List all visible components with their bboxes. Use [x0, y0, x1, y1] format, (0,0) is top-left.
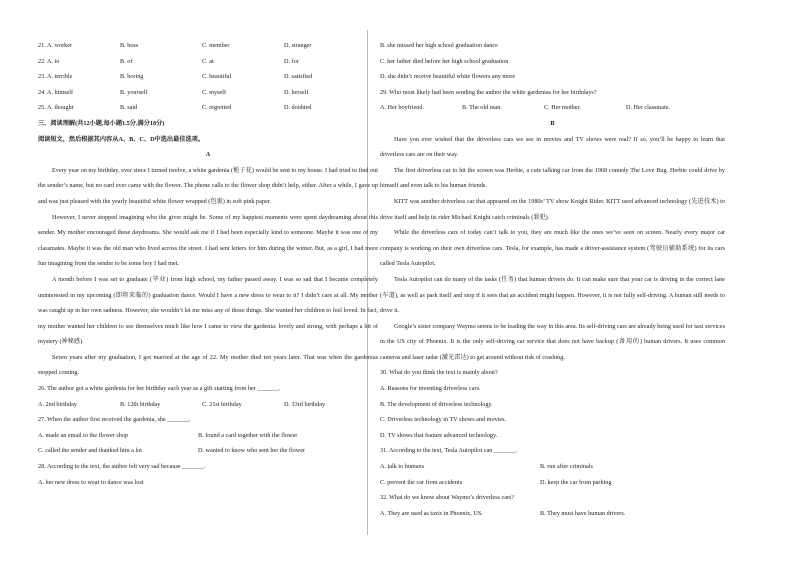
option: D. TV shows that feature advanced technology. [380, 431, 498, 439]
option: D. stranger [284, 42, 312, 49]
option: C. member [202, 42, 230, 49]
option: C. at [202, 57, 214, 65]
option: C. called the sender and thanked him a lot [38, 447, 142, 455]
option: A. Her boyfriend. [380, 104, 424, 112]
section-heading: 三、阅读理解(共12小题,每小题1.5分,满分18分) [38, 119, 165, 127]
paragraph: While the driverless cars of today can’t talk to you, they are much like the ones we’ve seen on screen. Nearly every major car company is working on their own driverless cars. Tesla, for example, has made a driver-assistance system (驾驶员辅助系统) for its cars called Tesla Autopilot. [380, 229, 725, 268]
option: D. herself [284, 88, 309, 96]
paragraph: Google’s sister company Waymo seems to be leading the way in this area. Its self-driving cars are already being used for taxi services in the US city of Phoenix. It is the only self-driving car service that does not have backup (备用的) human drivers. It uses common cameras and laser radar (激光雷达) to get around without risk of crashing. [380, 322, 725, 361]
option: B. said [120, 104, 138, 112]
question-27-options-row1 [38, 428, 378, 444]
right-column [380, 38, 725, 521]
option-row-25 [38, 100, 378, 116]
question-30: 30. What do you think the text is mainly about? [380, 369, 498, 377]
option: 23. A. terrible [38, 73, 73, 81]
option: C. prevent the car from accidents [380, 478, 463, 486]
option: A. Reasons for inventing driverless cars. [380, 385, 481, 393]
option: A. made an email to the flower shop [38, 431, 129, 439]
option: B. boring [120, 73, 144, 81]
section-instruction: 阅读短文，然后根据其内容从A、B、C、D中选出最佳选项。 [38, 135, 205, 143]
paragraph: Tesla Autopilot can do many of the tasks (任务) that human drivers do. It can make sure that your car is driving in the correct lane (车道), as well as park itself and stop if it sees that an accident might happen. However, it is not fully self-driving. A human still needs to drive it. [380, 275, 725, 315]
paragraph: Have you ever wished that the driverless cars we see in movies and TV shows were real? If so, you’ll be happy to learn that driverless cars are on their way. [380, 135, 725, 159]
option: D. doubted [284, 104, 312, 112]
option-row-23 [38, 69, 378, 85]
option-row-24 [38, 85, 378, 101]
option: B. They must have human drivers. [540, 509, 626, 517]
question-28-option-b: B. she missed her high school graduation dance [380, 42, 498, 49]
paragraph: KITT was another driverless car that appeared on the 1980s’ TV show Knight Rider. KITT used advanced technology (先进技术) to drive itself and help its rider Michael Knight catch criminals (罪犯). [380, 197, 725, 221]
option: C. regretted [202, 104, 232, 112]
question-29-options [380, 100, 725, 116]
question-26: 26. The author got a white gardenia for her birthday each year as a gift starting from her _______. [38, 385, 281, 393]
option: D. wanted to know who sent her the flower [198, 447, 306, 455]
question-27: 27. When the author first received the gardenia, she _______. [38, 416, 191, 424]
paragraph: A month before I was set to graduate (毕业) from high school, my father passed away. I was so sad that I became completely uninterested in my upcoming (即将来临的) graduation dance. Would I have a new dress to wear to it? I didn’t care at all. My mother was caught up in her own sadness. However, she wouldn’t let me miss any of those things. She wanted her children to feel loved. In fact, my mother wanted her children to see themselves much like how I came to view the gardenia: lovely and strong, with perhaps a bit of mystery (神秘感). [38, 275, 378, 346]
option: C. Driverless technology in TV shows and movies. [380, 416, 507, 424]
option: A. talk to humans [380, 463, 424, 471]
option: B. yourself [120, 88, 148, 96]
option: B. The development of driverless technology. [380, 400, 493, 408]
option-row-22 [38, 54, 378, 70]
option: B. 12th birthday [120, 400, 161, 408]
option-row-21 [38, 38, 378, 54]
option: 25. A. thought [38, 104, 74, 112]
option: 24. A. himself [38, 88, 74, 96]
paragraph: Seven years after my graduation, I got married at the age of 22. My mother died ten years later. That was when the gardenias stopped coming. [38, 353, 378, 377]
option: C. 21st birthday [202, 400, 242, 408]
option: D. satisfied [284, 73, 313, 81]
option: B. boss [120, 42, 139, 49]
paragraph: The first driverless car to hit the screen was Herbie, a cute talking car from the 1968 comedy The Love Bug. Herbie could drive by himself and even talk to his human friends. [380, 166, 725, 190]
option: C. myself [202, 88, 227, 96]
option: 22. A. to [38, 57, 60, 65]
paragraph: However, I never stopped imagining who the giver might be. Some of my happiest moments were spent daydreaming about this sender. My mother encouraged these daydreams. She would ask me if I had been especially kind to someone. Maybe it was one of my classmates. Maybe it was the old man who lived across the street. I had sent letters for him during the winter. But, as a girl, I had more fun imagining from the sender to be some boy I had met. [38, 213, 378, 268]
question-28-option-a: A. her new dress to wear to dance was lost [38, 478, 144, 486]
option: 21. A. worker [38, 42, 73, 49]
option: A. 2nd birthday [38, 400, 78, 408]
question-28-option-d: D. she didn’t receive beautiful white flowers any more [380, 73, 516, 81]
option: B. of [120, 57, 133, 65]
question-26-options [38, 397, 378, 413]
passage-label-b: B [550, 119, 555, 127]
option: C. beautiful [202, 73, 232, 81]
option: C. Her mother. [544, 104, 581, 112]
option: A. They are used as taxis in Phoenix, US. [380, 509, 483, 517]
left-column [38, 38, 378, 490]
option: B. run after criminals [540, 463, 593, 471]
option: D. 33rd birthday [284, 400, 326, 408]
option: D. for [284, 57, 299, 65]
option: D. keep the car from parking [540, 478, 612, 486]
question-32-options [380, 506, 725, 522]
question-29: 29. Who most likely had been sending the author the white gardenias for her birthdays? [380, 88, 597, 96]
question-31-options-row2 [380, 475, 725, 491]
question-32: 32. What do we know about Waymo’s driverless cars? [380, 494, 515, 502]
option: B. The old man. [462, 104, 502, 112]
option: D. Her classmate. [626, 104, 670, 112]
question-28: 28. According to the text, the author felt very sad because _______. [38, 463, 206, 471]
passage-label-a: A [205, 151, 211, 159]
paragraph: Every year on my birthday, ever since I turned twelve, a white gardenia (栀子花) would be sent to my house. I had tried to find out the sender’s name, but no card ever came with the flower. The phone calls to the flower shop didn’t help, either. After a while, I gave up and was just pleased with the yearly beautiful white flower wrapped (包裹) in soft pink paper. [38, 166, 378, 205]
question-31: 31. According to the text, Tesla Autopilot can _______. [380, 447, 518, 455]
option: B. found a card together with the flower [198, 431, 298, 439]
question-27-options-row2 [38, 443, 378, 459]
question-31-options-row1 [380, 459, 725, 475]
question-28-option-c: C. her father died before her high school graduation [380, 57, 509, 65]
